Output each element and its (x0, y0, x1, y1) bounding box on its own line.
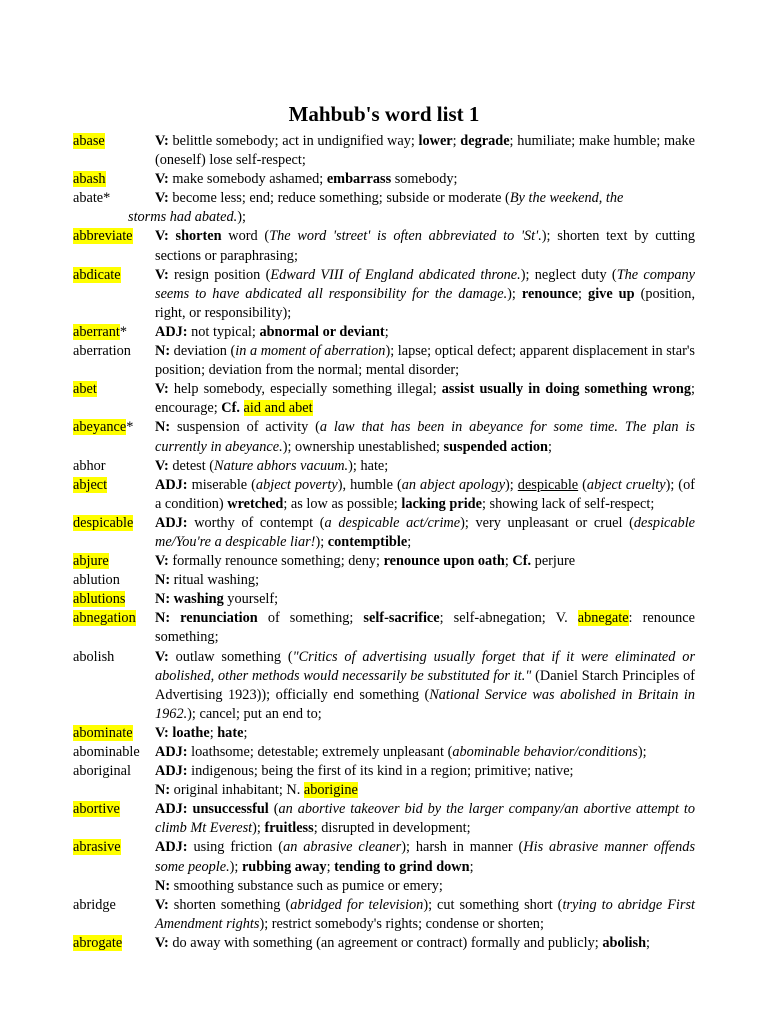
entry-definition: ADJ: not typical; abnormal or deviant; (155, 323, 389, 340)
entry-term: abnegation (73, 610, 136, 627)
entry-term: abject (73, 476, 108, 493)
word-entry (73, 342, 695, 380)
entry-definition: ADJ: miserable (abject poverty), humble (an abject apology); despicable (abject cruelty); (of a condition) wretched; as low as possible; lacking pride; showing lack of self-respect; (155, 476, 695, 512)
entry-definition: V: detest (Nature abhors vacuum.); hate; (155, 457, 389, 474)
entry-definition: N: ritual washing; (155, 572, 260, 589)
entry-definition: ADJ: using friction (an abrasive cleaner); harsh in manner (His abrasive manner offends some people.); rubbing away; tending to grind down; N: smoothing substance such as pumice or emery; (155, 839, 696, 894)
word-entry (73, 571, 695, 590)
entry-definition: N: washing yourself; (155, 591, 279, 608)
word-entry (73, 132, 695, 170)
entry-definition: V: make somebody ashamed; embarrass somebody; (155, 171, 458, 188)
entry-term: aberration (73, 343, 131, 360)
entry-definition: V: resign position (Edward VIII of England abdicated throne.); neglect duty (The company seems to have abdicated all responsibility for the damage.); renounce; give up (position, right, or responsibility); (155, 266, 696, 321)
entry-term: aberrant* (73, 323, 127, 340)
entry-definition: N: deviation (in a moment of aberration); lapse; optical defect; apparent displacement in star's position; deviation from the normal; mental disorder; (155, 343, 695, 379)
entry-term: abate* (73, 190, 111, 207)
word-entry (73, 934, 695, 953)
entry-term: abeyance* (73, 419, 134, 436)
entry-term: despicable (73, 514, 134, 531)
entry-term: abbreviate (73, 228, 133, 245)
entry-definition: V: belittle somebody; act in undignified way; lower; degrade; humiliate; make humble; make (oneself) lose self-respect; (155, 133, 695, 169)
word-entry (73, 170, 695, 189)
word-entry (73, 838, 695, 895)
word-list (73, 132, 695, 953)
word-entry (73, 457, 695, 476)
entry-term: abase (73, 133, 105, 149)
word-entry (73, 380, 695, 418)
entry-definition: V: outlaw something ("Critics of advertising usually forget that if it were eliminated or abolished, other methods would necessarily be substituted for it." (Daniel Starch Principles of Advertising 1923)); officially end something (National Service was abolished in Britain in 1962.); cancel; put an end to; (155, 648, 696, 722)
entry-definition: V: shorten something (abridged for television); cut something short (trying to abridge First Amendment rights); restrict somebody's rights; condense or shorten; (155, 896, 696, 932)
word-entry (73, 227, 695, 265)
entry-term: abominable (73, 744, 140, 760)
entry-definition: N: suspension of activity (a law that has been in abeyance for some time. The plan is currently in abeyance.); ownership unestablished; suspended action; (155, 419, 695, 455)
entry-term: abolish (73, 648, 115, 665)
word-entry (73, 418, 695, 456)
entry-term: abjure (73, 553, 109, 570)
entry-term: abdicate (73, 266, 121, 283)
entry-term: abet (73, 381, 97, 398)
word-entry (73, 476, 695, 514)
entry-definition: V: become less; end; reduce something; subside or moderate (By the weekend, the storms had abated.); (128, 190, 624, 226)
entry-definition: V: shorten word (The word 'street' is often abbreviated to 'St'.); shorten text by cutting sections or paraphrasing; (155, 228, 695, 264)
entry-term: abrasive (73, 839, 121, 856)
entry-term: abrogate (73, 934, 123, 951)
word-entry (73, 590, 695, 609)
word-entry (73, 724, 695, 743)
entry-term: aboriginal (73, 763, 131, 780)
entry-definition: V: formally renounce something; deny; renounce upon oath; Cf. perjure (155, 553, 576, 570)
entry-definition: V: help somebody, especially something illegal; assist usually in doing something wrong; encourage; Cf. aid and abet (155, 381, 695, 417)
entry-term: ablutions (73, 591, 126, 608)
entry-definition: ADJ: indigenous; being the first of its kind in a region; primitive; native; N: original inhabitant; N. aborigine (155, 763, 574, 799)
entry-term: abortive (73, 801, 120, 818)
entry-term: abhor (73, 457, 106, 474)
entry-definition: ADJ: unsuccessful (an abortive takeover bid by the larger company/an abortive attempt to climb Mt Everest); fruitless; disrupted in development; (155, 801, 695, 837)
entry-definition: V: do away with something (an agreement or contract) formally and publicly; abolish; (155, 934, 651, 951)
word-entry (73, 609, 695, 647)
entry-definition: ADJ: worthy of contempt (a despicable act/crime); very unpleasant or cruel (despicable me/You're a despicable liar!); contemptible; (155, 514, 696, 550)
entry-term: abominate (73, 724, 133, 741)
page-title: Mahbub's word list 1 (288, 102, 480, 126)
word-entry (73, 743, 695, 762)
entry-definition: ADJ: loathsome; detestable; extremely unpleasant (abominable behavior/conditions); (155, 744, 647, 760)
word-entry (73, 552, 695, 571)
word-entry (73, 323, 695, 342)
word-entry (73, 800, 695, 838)
word-entry (73, 896, 695, 934)
word-entry (73, 266, 695, 323)
entry-definition: N: renunciation of something; self-sacrifice; self-abnegation; V. abnegate: renounce something; (155, 610, 695, 646)
entry-definition: V: loathe; hate; (155, 724, 248, 741)
word-entry (73, 648, 695, 724)
word-entry (73, 189, 695, 227)
entry-term: ablution (73, 572, 120, 589)
entry-term: abridge (73, 896, 116, 913)
word-entry (73, 514, 695, 552)
word-entry (73, 762, 695, 800)
entry-term: abash (73, 171, 106, 188)
